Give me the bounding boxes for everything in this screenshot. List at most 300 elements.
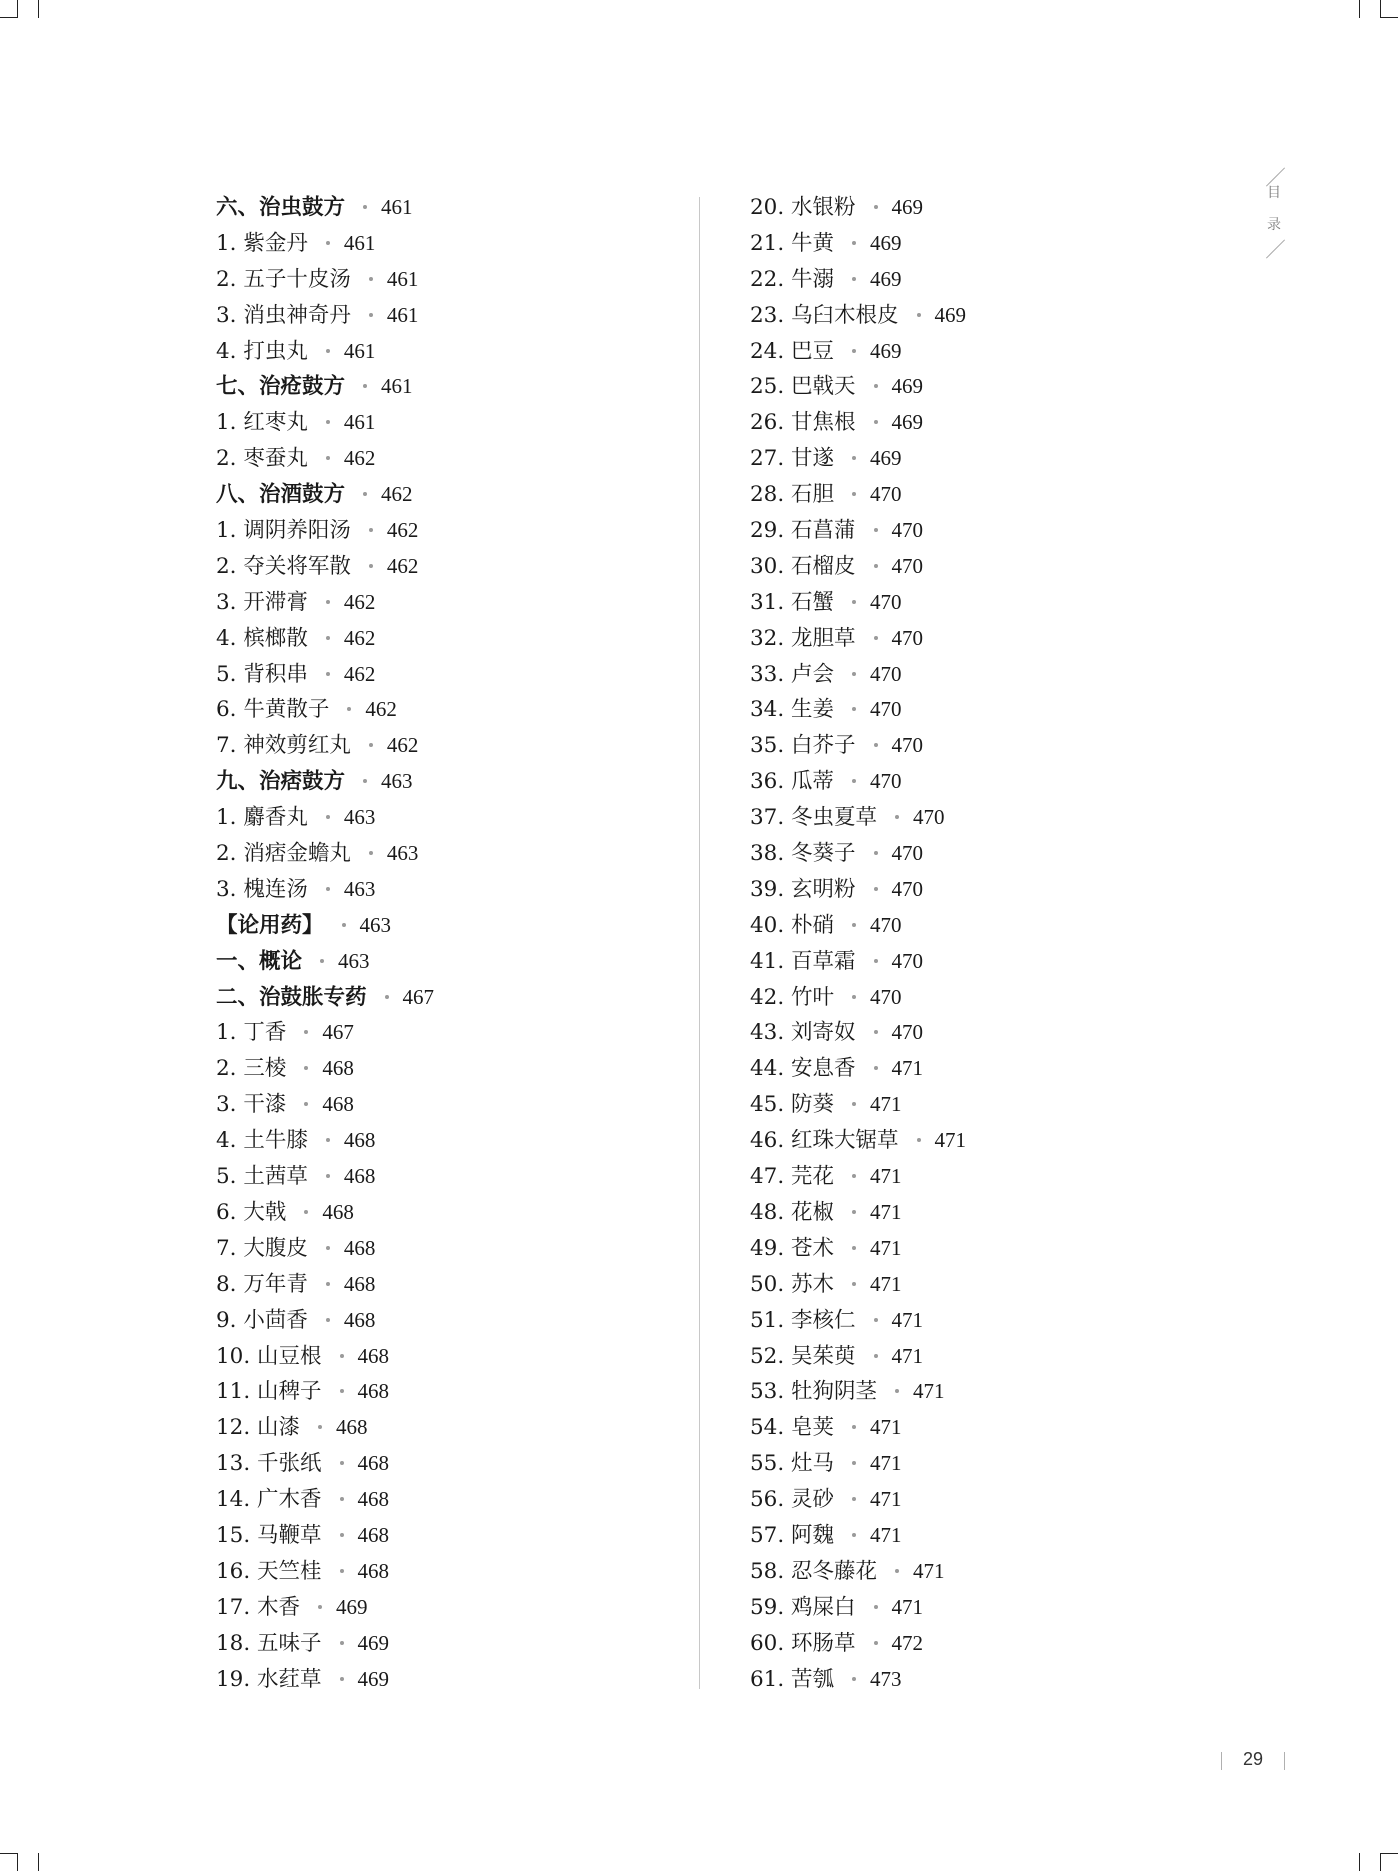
toc-entry-title: 9. 小茴香: [216, 1307, 308, 1333]
toc-entry[interactable]: [750, 764, 1220, 800]
toc-page-number: 470: [891, 876, 924, 901]
leader-dot-icon: [326, 420, 330, 424]
leader-dot-icon: [369, 528, 373, 532]
leader-dot-icon: [874, 959, 878, 963]
crop-mark: [1380, 17, 1398, 18]
leader-dot-icon: [852, 1282, 856, 1286]
toc-entry[interactable]: [216, 226, 686, 262]
leader-dot-icon: [363, 205, 367, 209]
toc-entry-title: 7. 神效剪红丸: [216, 733, 351, 759]
toc-entry[interactable]: [216, 1015, 686, 1051]
leader-dot-icon: [895, 815, 899, 819]
toc-entry-title: 4. 槟榔散: [216, 625, 308, 651]
toc-page-number: 462: [386, 518, 419, 543]
leader-dot-icon: [340, 1641, 344, 1645]
toc-entry-title: 19. 水荭草: [216, 1666, 322, 1692]
toc-page-number: 468: [322, 1056, 354, 1081]
toc-page-number: 471: [891, 1343, 924, 1368]
toc-entry-title: 17. 木香: [216, 1594, 301, 1620]
toc-page-number: 469: [357, 1666, 390, 1691]
toc-page-number: 468: [322, 1199, 354, 1224]
crop-mark: [1380, 1853, 1381, 1871]
toc-entry[interactable]: [750, 1123, 1220, 1159]
toc-entry-title: 52. 吴茱萸: [750, 1343, 856, 1369]
leader-dot-icon: [304, 1030, 308, 1034]
toc-entry[interactable]: [750, 1482, 1220, 1518]
leader-dot-icon: [852, 995, 856, 999]
toc-page-number: 463: [386, 841, 419, 866]
toc-page-number: 470: [870, 697, 902, 722]
toc-page-number: 470: [870, 482, 902, 507]
toc-entry[interactable]: [750, 1267, 1220, 1303]
toc-entry[interactable]: [216, 728, 686, 764]
leader-dot-icon: [369, 851, 373, 855]
toc-section-heading[interactable]: [216, 944, 686, 980]
toc-entry-title: 2. 消痞金蟾丸: [216, 841, 351, 867]
toc-entry-title: 3. 槐连汤: [216, 876, 308, 902]
toc-page-number: 462: [343, 625, 376, 650]
toc-page-number: 470: [891, 841, 924, 866]
toc-entry-title: 4. 土牛膝: [216, 1128, 308, 1154]
toc-entry[interactable]: [750, 1015, 1220, 1051]
toc-entry-title: 34. 生姜: [750, 697, 835, 723]
toc-page-number: 463: [381, 769, 413, 794]
toc-page-number: 469: [336, 1594, 368, 1619]
toc-entry-title: 15. 马鞭草: [216, 1522, 322, 1548]
toc-entry[interactable]: [750, 1590, 1220, 1626]
leader-dot-icon: [326, 600, 330, 604]
toc-page-number: 471: [870, 1235, 902, 1260]
toc-entry-title: 1. 丁香: [216, 1020, 287, 1046]
toc-page-number: 470: [870, 589, 902, 614]
toc-entry-title: 28. 石胆: [750, 482, 835, 508]
leader-dot-icon: [326, 241, 330, 245]
crop-mark: [1380, 1853, 1398, 1854]
toc-entry[interactable]: [750, 800, 1220, 836]
toc-page-number: 470: [913, 805, 945, 830]
leader-dot-icon: [852, 456, 856, 460]
toc-entry[interactable]: [750, 190, 1220, 226]
leader-dot-icon: [326, 1318, 330, 1322]
toc-entry[interactable]: [750, 1374, 1220, 1410]
toc-entry[interactable]: [216, 1303, 686, 1339]
toc-page-number: 468: [357, 1487, 390, 1512]
toc-page-number: 470: [870, 912, 902, 937]
toc-page-number: 471: [913, 1379, 945, 1404]
toc-entry[interactable]: [750, 1087, 1220, 1123]
section-side-label: [1263, 168, 1287, 256]
toc-page-number: 468: [343, 1271, 376, 1296]
leader-dot-icon: [874, 1318, 878, 1322]
toc-page-number: 469: [870, 230, 902, 255]
toc-section-heading[interactable]: [216, 908, 686, 944]
toc-page-number: 463: [343, 805, 376, 830]
crop-mark: [38, 1853, 39, 1871]
leader-dot-icon: [326, 456, 330, 460]
toc-entry[interactable]: [216, 513, 686, 549]
toc-entry[interactable]: [750, 621, 1220, 657]
toc-entry[interactable]: [750, 1446, 1220, 1482]
toc-entry-title: 11. 山稗子: [216, 1379, 322, 1405]
toc-entry[interactable]: [750, 477, 1220, 513]
toc-entry-title: 42. 竹叶: [750, 984, 835, 1010]
toc-entry[interactable]: [750, 657, 1220, 693]
toc-entry[interactable]: [216, 262, 686, 298]
toc-page-number: 462: [343, 661, 376, 686]
toc-page-number: 468: [357, 1343, 390, 1368]
toc-entry[interactable]: [750, 334, 1220, 370]
toc-entry[interactable]: [216, 800, 686, 836]
leader-dot-icon: [363, 779, 367, 783]
toc-entry-title: 37. 冬虫夏草: [750, 805, 878, 831]
toc-page-number: 462: [365, 697, 397, 722]
toc-entry-title: 32. 龙胆草: [750, 625, 856, 651]
leader-dot-icon: [852, 923, 856, 927]
leader-dot-icon: [852, 277, 856, 281]
leader-dot-icon: [852, 349, 856, 353]
leader-dot-icon: [326, 672, 330, 676]
leader-dot-icon: [874, 1605, 878, 1609]
toc-page-number: 469: [870, 266, 902, 291]
leader-dot-icon: [852, 600, 856, 604]
toc-page-number: 470: [891, 625, 924, 650]
toc-left-column: [216, 190, 686, 1697]
toc-entry-title: 1. 紫金丹: [216, 230, 308, 256]
toc-entry[interactable]: [216, 1374, 686, 1410]
toc-entry-title: 41. 百草霜: [750, 948, 856, 974]
toc-entry-title: 5. 背积串: [216, 661, 308, 687]
toc-entry[interactable]: [750, 980, 1220, 1016]
toc-entry[interactable]: [750, 1303, 1220, 1339]
toc-entry[interactable]: [216, 692, 686, 728]
toc-entry[interactable]: [216, 1123, 686, 1159]
toc-page-number: 471: [870, 1199, 902, 1224]
leader-dot-icon: [874, 564, 878, 568]
toc-entry[interactable]: [216, 1626, 686, 1662]
toc-page-number: 461: [343, 338, 376, 363]
toc-page-number: 469: [891, 374, 924, 399]
toc-right-column: [750, 190, 1220, 1697]
toc-entry-title: 21. 牛黄: [750, 230, 835, 256]
leader-dot-icon: [874, 205, 878, 209]
toc-entry-title: 2. 夺关将军散: [216, 553, 351, 579]
leader-dot-icon: [340, 1569, 344, 1573]
toc-entry-title: 18. 五味子: [216, 1630, 322, 1656]
toc-entry-title: 九、治痞鼓方: [216, 769, 346, 795]
toc-entry[interactable]: [750, 1231, 1220, 1267]
leader-dot-icon: [347, 707, 351, 711]
toc-entry[interactable]: [216, 585, 686, 621]
toc-page-number: 468: [336, 1415, 368, 1440]
toc-page-number: 467: [322, 1020, 354, 1045]
toc-entry-title: 47. 芫花: [750, 1164, 835, 1190]
toc-entry-title: 31. 石蟹: [750, 589, 835, 615]
toc-section-heading[interactable]: [216, 477, 686, 513]
toc-entry[interactable]: [216, 1195, 686, 1231]
toc-entry[interactable]: [216, 1231, 686, 1267]
toc-page-number: 468: [343, 1307, 376, 1332]
leader-dot-icon: [874, 1066, 878, 1070]
toc-page-number: 467: [402, 984, 435, 1009]
leader-dot-icon: [369, 564, 373, 568]
toc-entry-title: 13. 千张纸: [216, 1451, 322, 1477]
toc-entry-title: 33. 卢会: [750, 661, 835, 687]
toc-entry-title: 51. 李核仁: [750, 1307, 856, 1333]
toc-entry-title: 2. 五子十皮汤: [216, 266, 351, 292]
toc-entry-title: 6. 牛黄散子: [216, 697, 330, 723]
leader-dot-icon: [318, 1605, 322, 1609]
toc-entry-title: 二、治鼓胀专药: [216, 984, 367, 1010]
toc-page-number: 471: [870, 1271, 902, 1296]
toc-page-number: 468: [322, 1092, 354, 1117]
toc-entry-title: 3. 干漆: [216, 1092, 287, 1118]
leader-dot-icon: [852, 779, 856, 783]
leader-dot-icon: [318, 1425, 322, 1429]
toc-entry[interactable]: [216, 1339, 686, 1375]
toc-entry-title: 4. 打虫丸: [216, 338, 308, 364]
toc-page-number: 470: [891, 1020, 924, 1045]
toc-entry[interactable]: [750, 298, 1220, 334]
toc-page-number: 469: [357, 1630, 390, 1655]
toc-page-number: 471: [913, 1558, 945, 1583]
leader-dot-icon: [874, 420, 878, 424]
toc-entry-title: 1. 麝香丸: [216, 805, 308, 831]
leader-dot-icon: [326, 815, 330, 819]
toc-entry[interactable]: [750, 692, 1220, 728]
leader-dot-icon: [917, 1138, 921, 1142]
page-footer: [1221, 1748, 1285, 1772]
toc-entry[interactable]: [750, 226, 1220, 262]
toc-entry[interactable]: [750, 836, 1220, 872]
toc-page-number: 462: [343, 589, 376, 614]
toc-page-number: 470: [891, 948, 924, 973]
toc-page-number: 461: [343, 410, 376, 435]
leader-dot-icon: [304, 1102, 308, 1106]
toc-entry[interactable]: [216, 1518, 686, 1554]
leader-dot-icon: [852, 241, 856, 245]
toc-page-number: 461: [386, 302, 419, 327]
toc-entry-title: 一、概论: [216, 948, 303, 974]
toc-entry[interactable]: [750, 1159, 1220, 1195]
toc-entry[interactable]: [216, 1051, 686, 1087]
leader-dot-icon: [369, 277, 373, 281]
toc-entry-title: 26. 甘焦根: [750, 410, 856, 436]
leader-dot-icon: [326, 1174, 330, 1178]
toc-entry[interactable]: [750, 405, 1220, 441]
leader-dot-icon: [340, 1389, 344, 1393]
leader-dot-icon: [852, 1677, 856, 1681]
toc-entry-title: 25. 巴戟天: [750, 374, 856, 400]
toc-entry[interactable]: [216, 1590, 686, 1626]
leader-dot-icon: [852, 1461, 856, 1465]
toc-entry[interactable]: [216, 1410, 686, 1446]
toc-entry-title: 48. 花椒: [750, 1199, 835, 1225]
toc-entry[interactable]: [216, 1087, 686, 1123]
leader-dot-icon: [340, 1533, 344, 1537]
toc-entry[interactable]: [216, 836, 686, 872]
toc-entry[interactable]: [750, 1662, 1220, 1698]
toc-section-heading[interactable]: [216, 190, 686, 226]
toc-entry[interactable]: [750, 369, 1220, 405]
toc-page-number: 471: [870, 1415, 902, 1440]
toc-entry[interactable]: [216, 405, 686, 441]
toc-page-number: 470: [870, 769, 902, 794]
leader-dot-icon: [320, 959, 324, 963]
toc-entry[interactable]: [216, 1482, 686, 1518]
toc-page-number: 471: [891, 1594, 924, 1619]
toc-page-number: 469: [870, 338, 902, 363]
toc-entry[interactable]: [750, 441, 1220, 477]
toc-entry-title: 46. 红珠大锯草: [750, 1128, 899, 1154]
toc-entry[interactable]: [216, 872, 686, 908]
leader-dot-icon: [852, 492, 856, 496]
leader-dot-icon: [874, 743, 878, 747]
leader-dot-icon: [852, 672, 856, 676]
toc-page-number: 471: [934, 1128, 967, 1153]
toc-page-number: 471: [870, 1487, 902, 1512]
toc-entry-title: 56. 灵砂: [750, 1487, 835, 1513]
toc-entry-title: 5. 土茜草: [216, 1164, 308, 1190]
toc-section-heading[interactable]: [216, 369, 686, 405]
toc-page-number: 468: [343, 1235, 376, 1260]
toc-entry-title: 10. 山豆根: [216, 1343, 322, 1369]
toc-entry-title: 24. 巴豆: [750, 338, 835, 364]
toc-page-number: 463: [338, 948, 370, 973]
leader-dot-icon: [874, 1354, 878, 1358]
crop-mark: [1359, 0, 1360, 18]
column-divider: [699, 197, 700, 1689]
leader-dot-icon: [369, 313, 373, 317]
toc-entry[interactable]: [216, 334, 686, 370]
leader-dot-icon: [852, 1425, 856, 1429]
leader-dot-icon: [852, 1246, 856, 1250]
crop-mark: [1380, 0, 1381, 18]
toc-entry[interactable]: [216, 657, 686, 693]
toc-entry[interactable]: [750, 908, 1220, 944]
toc-entry[interactable]: [216, 1662, 686, 1698]
decorative-slash: [1266, 239, 1285, 258]
leader-dot-icon: [326, 1246, 330, 1250]
toc-section-heading[interactable]: [216, 764, 686, 800]
toc-page-number: 461: [381, 374, 413, 399]
toc-entry-title: 50. 苏木: [750, 1271, 835, 1297]
toc-entry-title: 16. 天竺桂: [216, 1558, 322, 1584]
leader-dot-icon: [326, 636, 330, 640]
toc-entry[interactable]: [750, 872, 1220, 908]
toc-entry-title: 44. 安息香: [750, 1056, 856, 1082]
toc-page-number: 462: [381, 482, 413, 507]
toc-entry-title: 1. 调阴养阳汤: [216, 518, 351, 544]
toc-entry-title: 14. 广木香: [216, 1487, 322, 1513]
toc-entry[interactable]: [750, 262, 1220, 298]
toc-page-number: 463: [343, 876, 376, 901]
toc-entry[interactable]: [750, 1554, 1220, 1590]
toc-entry-title: 29. 石菖蒲: [750, 518, 856, 544]
toc-entry[interactable]: [216, 1159, 686, 1195]
crop-mark: [0, 17, 18, 18]
footer-divider: [1284, 1752, 1285, 1770]
toc-section-heading[interactable]: [216, 980, 686, 1016]
toc-page-number: 468: [343, 1164, 376, 1189]
toc-entry[interactable]: [216, 1446, 686, 1482]
toc-entry[interactable]: [216, 549, 686, 585]
toc-entry-title: 40. 朴硝: [750, 912, 835, 938]
toc-entry[interactable]: [750, 728, 1220, 764]
toc-page-number: 463: [359, 912, 392, 937]
toc-page-number: 472: [891, 1630, 924, 1655]
toc-entry-title: 57. 阿魏: [750, 1522, 835, 1548]
toc-page-number: 470: [891, 518, 924, 543]
toc-entry-title: 39. 玄明粉: [750, 876, 856, 902]
toc-entry-title: 1. 红枣丸: [216, 410, 308, 436]
toc-entry[interactable]: [750, 1410, 1220, 1446]
toc-page-number: 468: [357, 1379, 390, 1404]
toc-entry[interactable]: [750, 944, 1220, 980]
toc-entry[interactable]: [750, 549, 1220, 585]
toc-entry[interactable]: [750, 585, 1220, 621]
toc-entry[interactable]: [750, 1051, 1220, 1087]
toc-entry[interactable]: [750, 1518, 1220, 1554]
leader-dot-icon: [852, 1533, 856, 1537]
leader-dot-icon: [852, 1174, 856, 1178]
leader-dot-icon: [326, 1282, 330, 1286]
toc-entry[interactable]: [216, 1554, 686, 1590]
toc-entry[interactable]: [216, 1267, 686, 1303]
side-label-char: 录: [1267, 217, 1281, 233]
toc-page-number: 469: [891, 195, 924, 219]
leader-dot-icon: [340, 1354, 344, 1358]
leader-dot-icon: [895, 1389, 899, 1393]
toc-entry-title: 【论用药】: [216, 912, 324, 938]
toc-page-number: 470: [870, 661, 902, 686]
leader-dot-icon: [874, 528, 878, 532]
toc-page-number: 471: [870, 1451, 902, 1476]
leader-dot-icon: [874, 1641, 878, 1645]
toc-entry-title: 六、治虫鼓方: [216, 195, 346, 220]
toc-page-number: 469: [891, 410, 924, 435]
toc-entry[interactable]: [216, 441, 686, 477]
toc-entry-title: 55. 灶马: [750, 1451, 835, 1477]
toc-page-number: 473: [870, 1666, 902, 1691]
leader-dot-icon: [874, 636, 878, 640]
toc-page-number: 471: [870, 1164, 902, 1189]
toc-entry[interactable]: [750, 1339, 1220, 1375]
toc-entry-title: 53. 牡狗阴茎: [750, 1379, 878, 1405]
leader-dot-icon: [304, 1210, 308, 1214]
side-label-char: 目: [1267, 185, 1281, 201]
leader-dot-icon: [363, 384, 367, 388]
toc-entry-title: 12. 山漆: [216, 1415, 301, 1441]
toc-page-number: 462: [343, 446, 376, 471]
toc-entry-title: 20. 水银粉: [750, 195, 856, 220]
leader-dot-icon: [852, 707, 856, 711]
toc-entry[interactable]: [750, 1195, 1220, 1231]
leader-dot-icon: [385, 995, 389, 999]
toc-entry-title: 61. 苦瓠: [750, 1666, 835, 1692]
toc-entry[interactable]: [750, 513, 1220, 549]
toc-entry-title: 2. 枣蚕丸: [216, 446, 308, 472]
toc-entry-title: 60. 环肠草: [750, 1630, 856, 1656]
toc-entry-title: 7. 大腹皮: [216, 1235, 308, 1261]
toc-entry[interactable]: [216, 621, 686, 657]
toc-entry-title: 59. 鸡屎白: [750, 1594, 856, 1620]
toc-entry[interactable]: [216, 298, 686, 334]
toc-entry[interactable]: [750, 1626, 1220, 1662]
leader-dot-icon: [874, 851, 878, 855]
toc-page-number: 468: [357, 1558, 390, 1583]
leader-dot-icon: [852, 1497, 856, 1501]
toc-entry-title: 2. 三棱: [216, 1056, 287, 1082]
